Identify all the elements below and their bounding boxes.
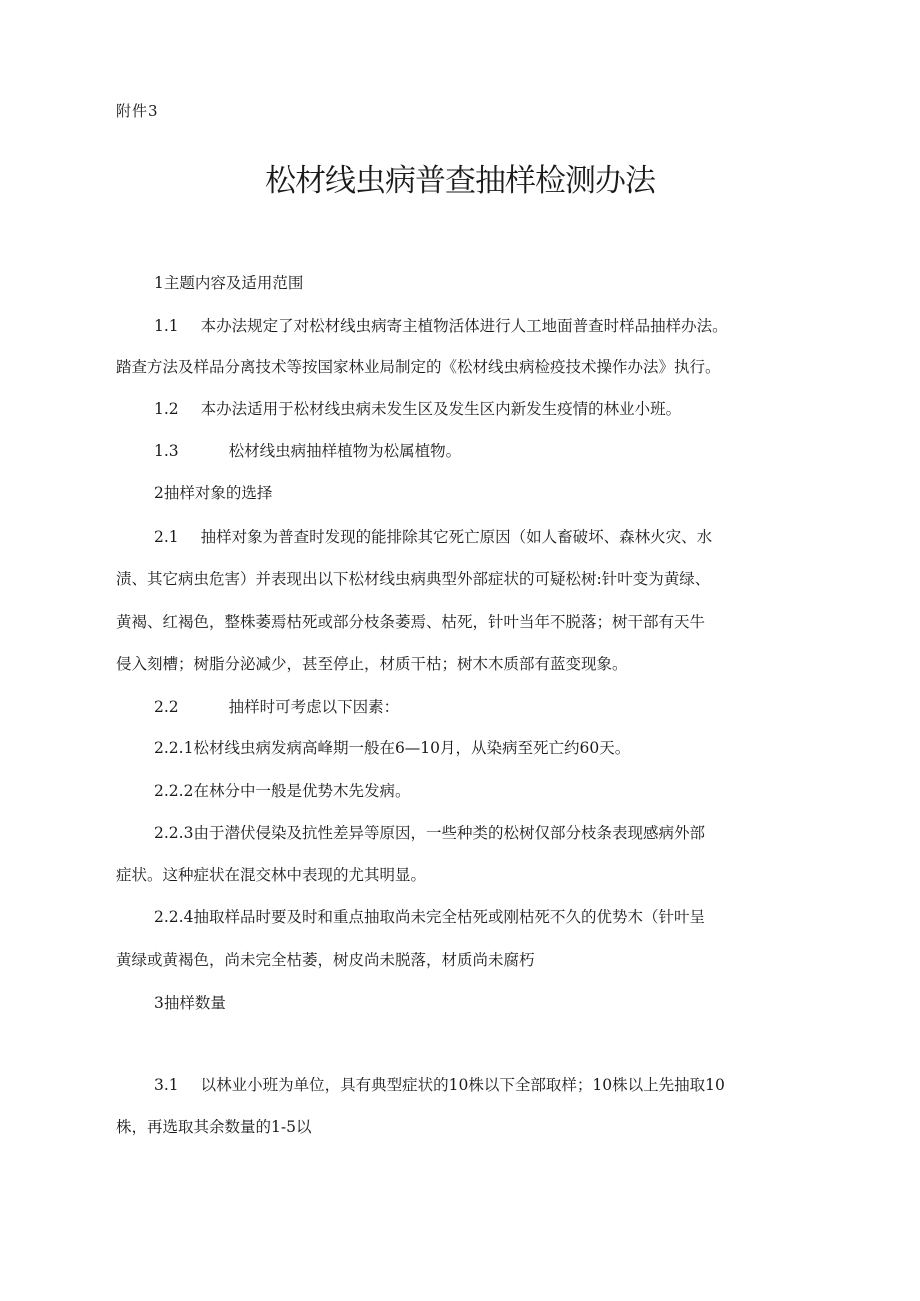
paragraph-2-2 bbox=[154, 697, 399, 717]
paragraph-number: 1.3 bbox=[154, 442, 179, 460]
paragraph-2-2-4: 2.2.4抽取样品时要及时和重点抽取尚未完全枯死或刚枯死不久的优势木（针叶呈 bbox=[154, 908, 705, 926]
paragraph-number: 1.1 bbox=[154, 317, 179, 335]
paragraph-3-1 bbox=[154, 1075, 725, 1095]
paragraph-1-2 bbox=[154, 399, 681, 419]
section-2-heading: 2抽样对象的选择 bbox=[154, 484, 273, 502]
paragraph-2-1-cont-2: 黄褐、红褐色，整株萎焉枯死或部分枝条萎焉、枯死，针叶当年不脱落；树干部有天牛 bbox=[116, 613, 706, 631]
paragraph-1-3 bbox=[154, 441, 461, 461]
document-title: 松材线虫病普查抽样检测办法 bbox=[265, 163, 655, 199]
paragraph-2-2-3-cont: 症状。这种症状在混交林中表现的尤其明显。 bbox=[116, 866, 427, 884]
paragraph-2-1 bbox=[154, 527, 712, 547]
paragraph-2-1-cont-3: 侵入刻槽；树脂分泌减少，甚至停止，材质干枯；树木木质部有蓝变现象。 bbox=[116, 655, 628, 673]
paragraph-2-2-3: 2.2.3由于潜伏侵染及抗性差异等原因，一些种类的松树仅部分枝条表现感病外部 bbox=[154, 824, 705, 842]
paragraph-2-1-cont-1: 渍、其它病虫危害）并表现出以下松材线虫病典型外部症状的可疑松树:针叶变为黄绿、 bbox=[116, 570, 711, 588]
paragraph-number: 3.1 bbox=[154, 1076, 179, 1094]
section-3-heading: 3抽样数量 bbox=[154, 994, 226, 1012]
section-1-heading: 1主题内容及适用范围 bbox=[154, 274, 304, 292]
paragraph-text: 本办法适用于松材线虫病未发生区及发生区内新发生疫情的林业小班。 bbox=[200, 400, 682, 418]
paragraph-2-2-2: 2.2.2在林分中一般是优势木先发病。 bbox=[154, 782, 411, 800]
paragraph-1-1 bbox=[154, 316, 728, 336]
paragraph-text: 松材线虫病抽样植物为松属植物。 bbox=[228, 442, 462, 460]
paragraph-2-2-4-cont: 黄绿或黄褐色，尚未完全枯萎，树皮尚未脱落，材质尚未腐朽 bbox=[116, 951, 535, 969]
paragraph-number: 1.2 bbox=[154, 400, 179, 418]
paragraph-text: 抽样时可考虑以下因素： bbox=[228, 698, 400, 716]
paragraph-text: 本办法规定了对松材线虫病寄主植物活体进行人工地面普查时样品抽样办法。 bbox=[200, 317, 728, 335]
paragraph-1-1-cont: 踏查方法及样品分离技术等按国家林业局制定的《松材线虫病检疫技术操作办法》执行。 bbox=[116, 358, 721, 376]
paragraph-number: 2.1 bbox=[154, 528, 179, 546]
paragraph-3-1-cont: 株，再选取其余数量的1-5以 bbox=[116, 1118, 312, 1136]
paragraph-number: 2.2 bbox=[154, 698, 179, 716]
attachment-label: 附件3 bbox=[116, 102, 159, 120]
paragraph-text: 以林业小班为单位，具有典型症状的10株以下全部取样；10株以上先抽取10 bbox=[200, 1076, 725, 1094]
paragraph-text: 抽样对象为普查时发现的能排除其它死亡原因（如人畜破坏、森林火灾、水 bbox=[200, 528, 713, 546]
paragraph-2-2-1: 2.2.1松材线虫病发病高峰期一般在6—10月，从染病至死亡约60天。 bbox=[154, 739, 631, 757]
